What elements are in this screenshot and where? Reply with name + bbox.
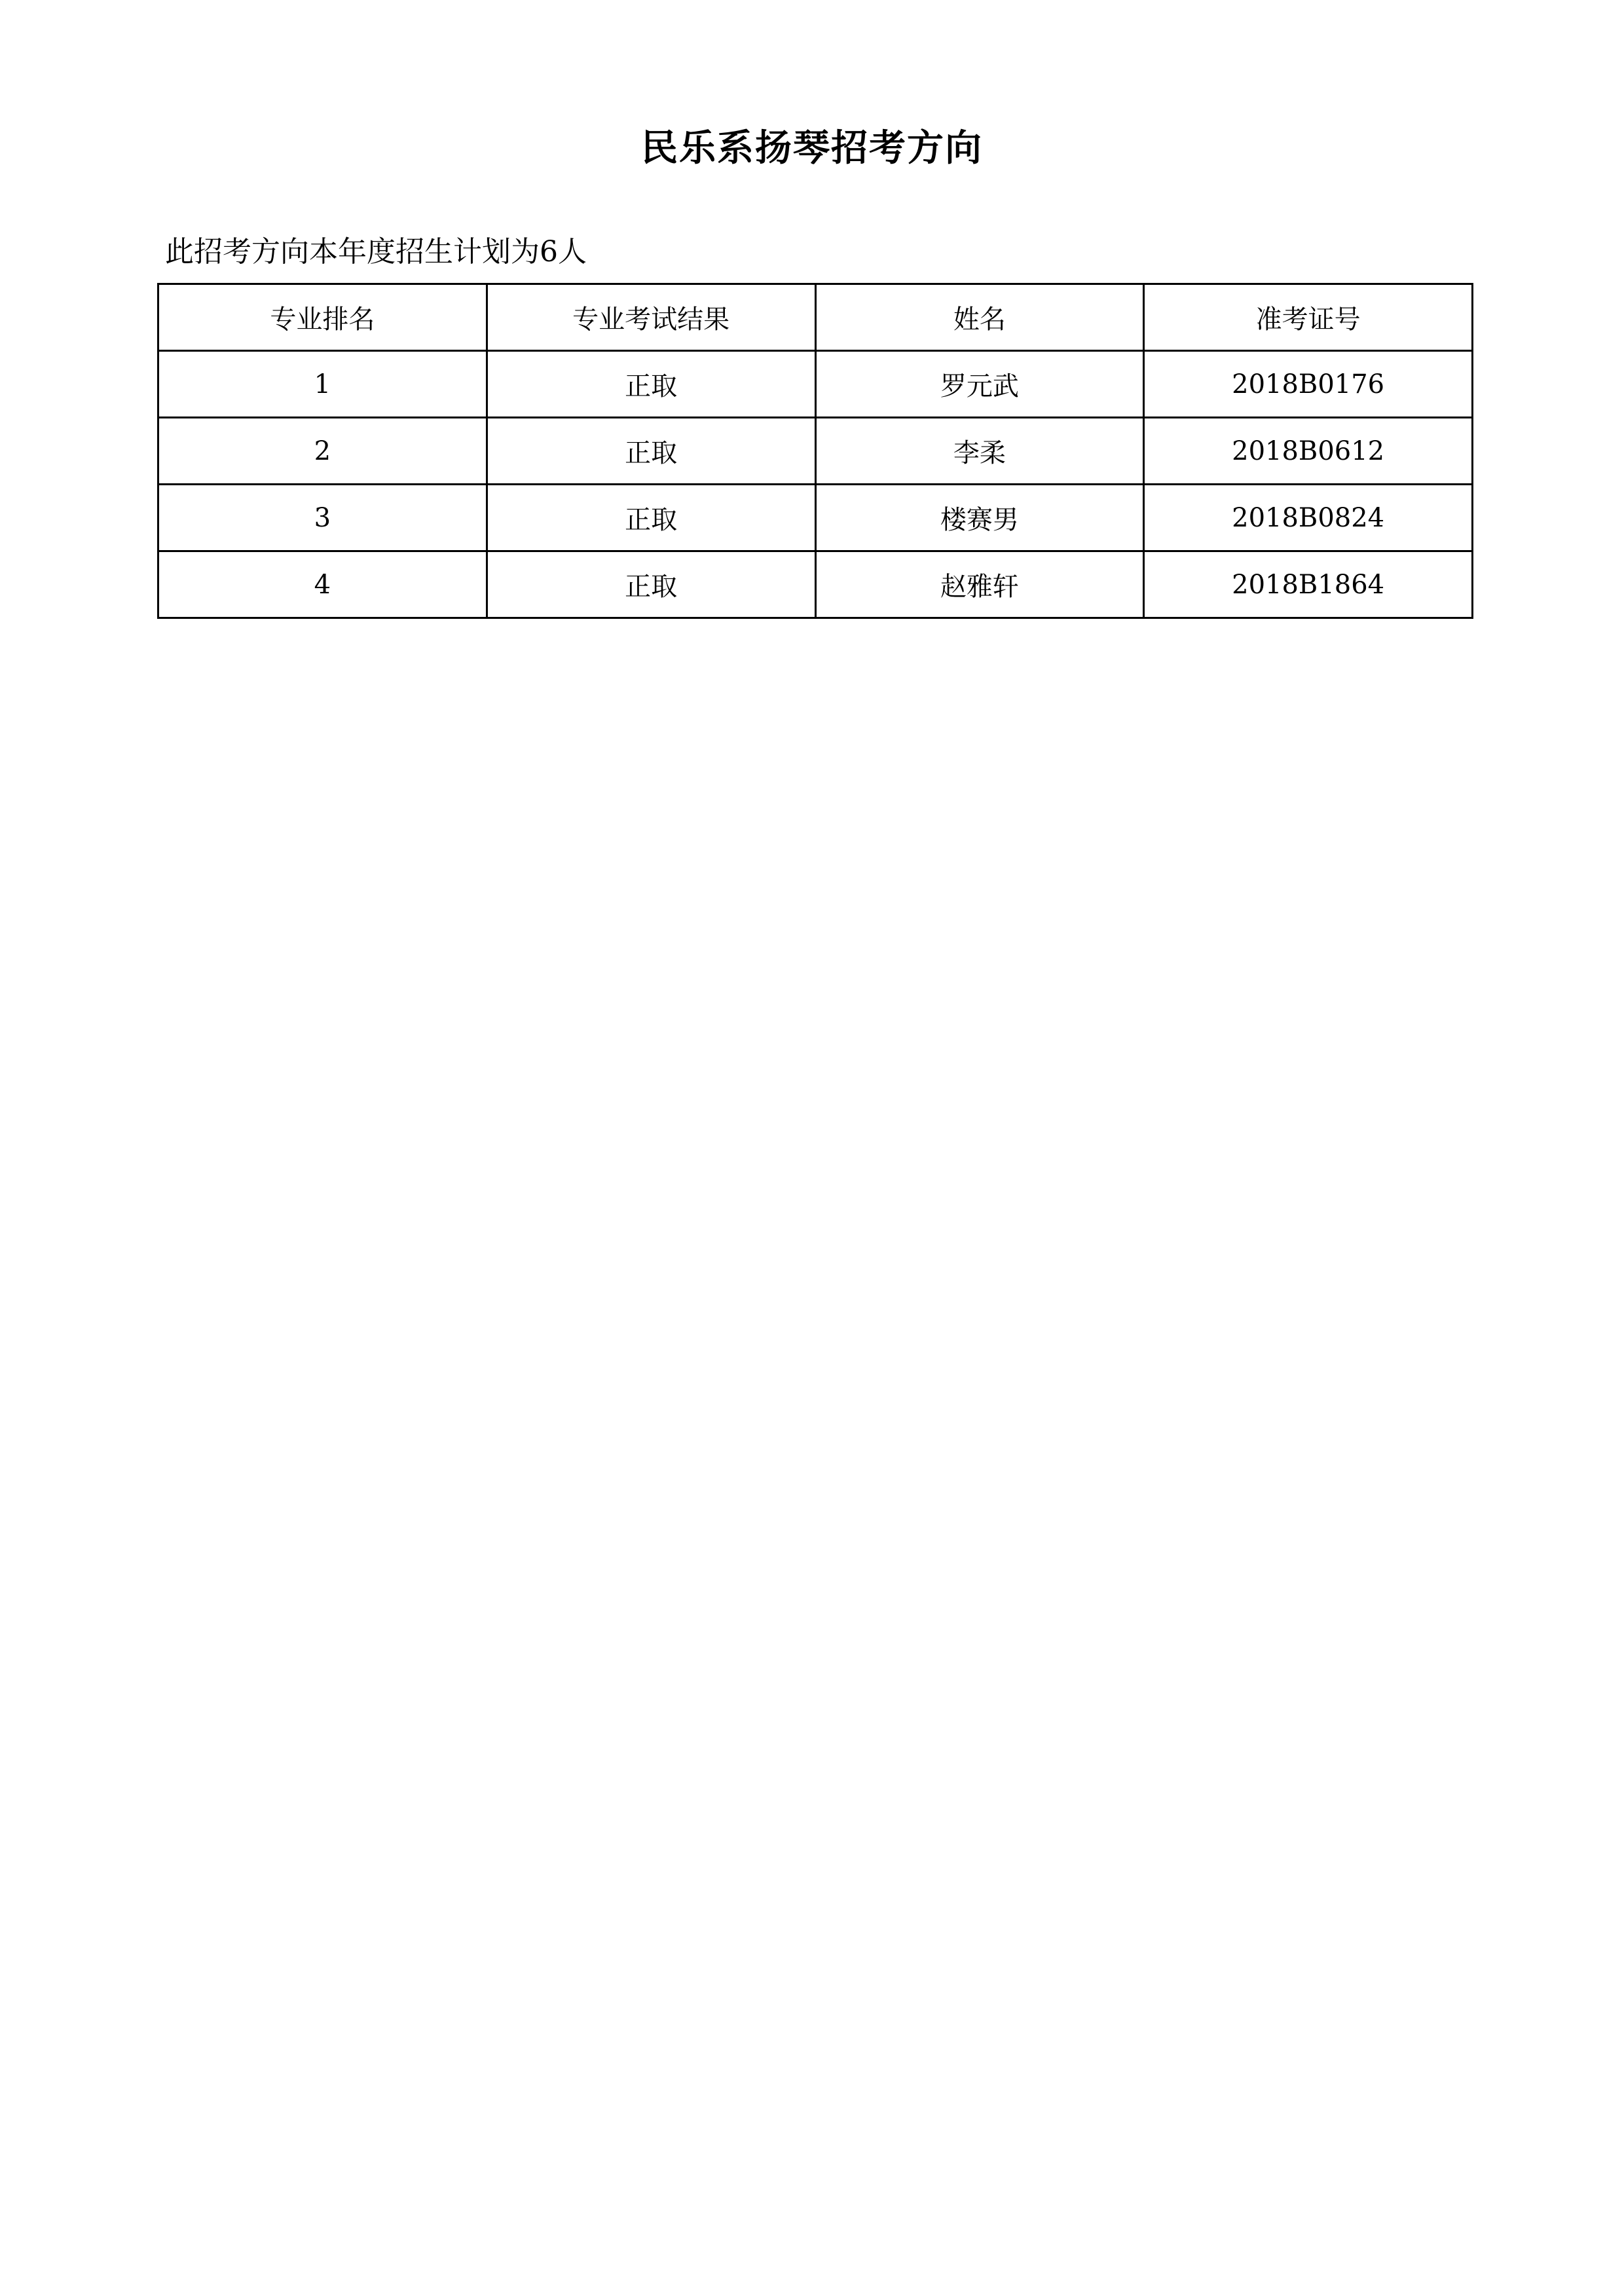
cell-name: 赵雅轩 [815,551,1144,618]
cell-admission-ticket: 2018B0176 [1144,351,1473,418]
admission-results-table [157,283,1473,619]
table-row [158,351,1473,418]
cell-name: 楼赛男 [815,485,1144,551]
header-rank: 专业排名 [158,284,487,351]
cell-exam-result: 正取 [487,485,815,551]
header-admission-ticket: 准考证号 [1144,284,1473,351]
table-row [158,418,1473,485]
cell-exam-result: 正取 [487,351,815,418]
table-row [158,485,1473,551]
header-name: 姓名 [815,284,1144,351]
cell-rank: 1 [158,351,487,418]
cell-admission-ticket: 2018B0824 [1144,485,1473,551]
cell-rank: 2 [158,418,487,485]
table-header-row [158,284,1473,351]
cell-name: 李柔 [815,418,1144,485]
cell-rank: 3 [158,485,487,551]
cell-rank: 4 [158,551,487,618]
enrollment-plan-note: 此招考方向本年度招生计划为6人 [165,235,587,268]
header-exam-result: 专业考试结果 [487,284,815,351]
cell-admission-ticket: 2018B1864 [1144,551,1473,618]
cell-name: 罗元武 [815,351,1144,418]
cell-exam-result: 正取 [487,418,815,485]
cell-exam-result: 正取 [487,551,815,618]
cell-admission-ticket: 2018B0612 [1144,418,1473,485]
page-title: 民乐系扬琴招考方向 [641,126,983,170]
table-row [158,551,1473,618]
